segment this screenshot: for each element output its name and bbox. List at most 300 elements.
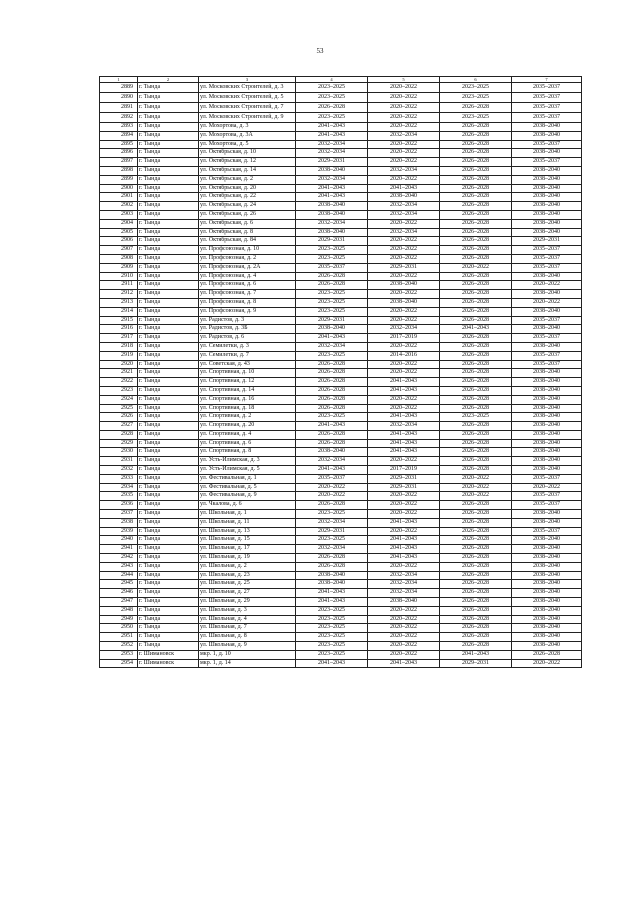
period-col-4-cell: 2026–2028	[296, 404, 368, 413]
period-col-7-cell: 2038–2040	[512, 510, 582, 519]
period-col-7-cell: 2035–2037	[512, 334, 582, 343]
period-col-5-cell: 2032–2034	[368, 131, 440, 140]
period-col-7-cell: 2038–2040	[512, 290, 582, 299]
period-col-7-cell: 2035–2037	[512, 492, 582, 501]
row-number-cell: 2922	[100, 378, 138, 387]
city-cell: г. Тында	[138, 298, 199, 307]
city-cell: г. Тында	[138, 202, 199, 211]
address-cell: ул. Школьная, д. 7	[199, 624, 296, 633]
period-col-7-cell: 2038–2040	[512, 545, 582, 554]
table-row	[100, 263, 582, 272]
table-row	[100, 545, 582, 554]
address-cell: ул. Школьная, д. 11	[199, 518, 296, 527]
row-number-cell: 2939	[100, 527, 138, 536]
row-number-cell: 2911	[100, 281, 138, 290]
table-row	[100, 113, 582, 123]
address-cell: ул. Семилетки, д. 3	[199, 342, 296, 351]
period-col-7-cell: 2035–2037	[512, 501, 582, 510]
row-number-cell: 2953	[100, 650, 138, 659]
period-col-4-cell: 2038–2040	[296, 448, 368, 457]
period-col-6-cell: 2026–2028	[440, 369, 512, 378]
row-number-cell: 2940	[100, 536, 138, 545]
period-col-5-cell: 2020–2022	[368, 624, 440, 633]
address-cell: ул. Мохортова, д. 3А	[199, 131, 296, 140]
city-cell: г. Тында	[138, 149, 199, 158]
row-number-cell: 2904	[100, 219, 138, 228]
period-col-4-cell: 2041–2043	[296, 589, 368, 598]
address-cell: ул. Школьная, д. 13	[199, 527, 296, 536]
period-col-6-cell: 2026–2028	[440, 589, 512, 598]
row-number-cell: 2892	[100, 113, 138, 123]
address-cell: ул. Фестивальная, д. 9	[199, 492, 296, 501]
period-col-5-cell: 2014–2016	[368, 351, 440, 360]
period-col-6-cell: 2026–2028	[440, 518, 512, 527]
row-number-cell: 2931	[100, 457, 138, 466]
period-col-5-cell: 2020–2022	[368, 457, 440, 466]
city-cell: г. Шимановск	[138, 650, 199, 659]
period-col-4-cell: 2029–2031	[296, 316, 368, 325]
table-row	[100, 386, 582, 395]
period-col-5-cell: 2038–2040	[368, 298, 440, 307]
row-number-cell: 2943	[100, 562, 138, 571]
address-cell: ул. Профсоюзная, д. 9	[199, 307, 296, 316]
table-row	[100, 536, 582, 545]
city-cell: г. Тында	[138, 633, 199, 642]
period-col-4-cell: 2026–2028	[296, 554, 368, 563]
table-row	[100, 527, 582, 536]
address-cell: ул. Школьная, д. 4	[199, 615, 296, 624]
address-cell: ул. Радистов, д. 3	[199, 316, 296, 325]
period-col-6-cell: 2026–2028	[440, 342, 512, 351]
period-col-5-cell: 2020–2022	[368, 272, 440, 281]
row-number-cell: 2950	[100, 624, 138, 633]
address-cell: ул. Чкалова, д. 6	[199, 501, 296, 510]
period-col-7-cell: 2038–2040	[512, 518, 582, 527]
period-col-6-cell: 2026–2028	[440, 430, 512, 439]
address-cell: ул. Спортивная, д. 2	[199, 413, 296, 422]
row-number-cell: 2898	[100, 166, 138, 175]
period-col-6-cell: 2026–2028	[440, 554, 512, 563]
city-cell: г. Тында	[138, 113, 199, 123]
period-col-5-cell: 2017–2019	[368, 334, 440, 343]
address-cell: ул. Октябрьская, д. 26	[199, 210, 296, 219]
period-col-6-cell: 2026–2028	[440, 123, 512, 132]
table-row	[100, 422, 582, 431]
period-col-5-cell: 2020–2022	[368, 93, 440, 103]
period-col-4-cell: 2026–2028	[296, 386, 368, 395]
address-cell: ул. Спортивная, д. 6	[199, 439, 296, 448]
period-col-4-cell: 2038–2040	[296, 325, 368, 334]
table-row	[100, 342, 582, 351]
address-cell: ул. Усть-Илимская, д. 3	[199, 457, 296, 466]
period-col-7-cell: 2038–2040	[512, 342, 582, 351]
period-col-4-cell: 2041–2043	[296, 131, 368, 140]
table-row	[100, 606, 582, 615]
column-header: 5	[368, 77, 440, 83]
period-col-4-cell: 2038–2040	[296, 580, 368, 589]
period-col-4-cell: 2026–2028	[296, 103, 368, 113]
column-header: 3	[199, 77, 296, 83]
row-number-cell: 2938	[100, 518, 138, 527]
period-col-7-cell: 2026–2028	[512, 650, 582, 659]
address-cell: ул. Фестивальная, д. 1	[199, 474, 296, 483]
period-col-7-cell: 2038–2040	[512, 131, 582, 140]
city-cell: г. Тында	[138, 263, 199, 272]
row-number-cell: 2942	[100, 554, 138, 563]
table-row	[100, 589, 582, 598]
table-row	[100, 175, 582, 184]
period-col-7-cell: 2035–2037	[512, 254, 582, 263]
row-number-cell: 2899	[100, 175, 138, 184]
period-col-7-cell: 2038–2040	[512, 571, 582, 580]
period-col-7-cell: 2035–2037	[512, 263, 582, 272]
period-col-7-cell: 2038–2040	[512, 554, 582, 563]
row-number-cell: 2905	[100, 228, 138, 237]
period-col-5-cell: 2041–2043	[368, 386, 440, 395]
period-col-5-cell: 2020–2022	[368, 510, 440, 519]
period-col-7-cell: 2035–2037	[512, 83, 582, 93]
address-cell: ул. Профсоюзная, д. 6	[199, 281, 296, 290]
period-col-5-cell: 2041–2043	[368, 545, 440, 554]
period-col-4-cell: 2020–2022	[296, 483, 368, 492]
address-cell: ул. Школьная, д. 1	[199, 510, 296, 519]
table-row	[100, 642, 582, 651]
row-number-cell: 2926	[100, 413, 138, 422]
period-col-6-cell: 2026–2028	[440, 202, 512, 211]
period-col-5-cell: 2032–2034	[368, 202, 440, 211]
address-cell: ул. Радистов, д. 3Б	[199, 325, 296, 334]
city-cell: г. Тында	[138, 316, 199, 325]
period-col-4-cell: 2032–2034	[296, 140, 368, 149]
period-col-4-cell: 2026–2028	[296, 281, 368, 290]
table-row	[100, 254, 582, 263]
address-cell: мкр. 1, д. 14	[199, 659, 296, 668]
period-col-6-cell: 2026–2028	[440, 642, 512, 651]
period-col-6-cell: 2026–2028	[440, 439, 512, 448]
period-col-5-cell: 2020–2022	[368, 316, 440, 325]
table-row	[100, 650, 582, 659]
period-col-5-cell: 2032–2034	[368, 580, 440, 589]
city-cell: г. Тында	[138, 615, 199, 624]
period-col-6-cell: 2026–2028	[440, 316, 512, 325]
row-number-cell: 2918	[100, 342, 138, 351]
period-col-7-cell: 2038–2040	[512, 633, 582, 642]
period-col-7-cell: 2038–2040	[512, 149, 582, 158]
period-col-6-cell: 2026–2028	[440, 571, 512, 580]
table-row	[100, 404, 582, 413]
period-col-5-cell: 2041–2043	[368, 554, 440, 563]
city-cell: г. Тында	[138, 404, 199, 413]
city-cell: г. Тында	[138, 254, 199, 263]
period-col-4-cell: 2026–2028	[296, 430, 368, 439]
table-row	[100, 395, 582, 404]
city-cell: г. Тында	[138, 369, 199, 378]
period-col-6-cell: 2026–2028	[440, 633, 512, 642]
address-cell: мкр. 1, д. 10	[199, 650, 296, 659]
period-col-5-cell: 2020–2022	[368, 83, 440, 93]
city-cell: г. Тында	[138, 184, 199, 193]
period-col-7-cell: 2020–2022	[512, 483, 582, 492]
period-col-4-cell: 2026–2028	[296, 439, 368, 448]
table-row	[100, 369, 582, 378]
period-col-6-cell: 2026–2028	[440, 395, 512, 404]
period-col-7-cell: 2035–2037	[512, 103, 582, 113]
column-header: 6	[440, 77, 512, 83]
period-col-5-cell: 2032–2034	[368, 325, 440, 334]
row-number-cell: 2907	[100, 246, 138, 255]
period-col-7-cell: 2038–2040	[512, 606, 582, 615]
period-col-5-cell: 2032–2034	[368, 571, 440, 580]
address-cell: ул. Мохортова, д. 3	[199, 123, 296, 132]
period-col-6-cell: 2026–2028	[440, 545, 512, 554]
period-col-6-cell: 2026–2028	[440, 457, 512, 466]
table-row	[100, 474, 582, 483]
address-cell: ул. Октябрьская, д. 10	[199, 149, 296, 158]
table-row	[100, 413, 582, 422]
period-col-4-cell: 2023–2025	[296, 413, 368, 422]
address-cell: ул. Спортивная, д. 16	[199, 395, 296, 404]
period-col-5-cell: 2038–2040	[368, 598, 440, 607]
period-col-6-cell: 2023–2025	[440, 83, 512, 93]
period-col-7-cell: 2035–2037	[512, 527, 582, 536]
period-col-7-cell: 2038–2040	[512, 386, 582, 395]
column-header: 2	[138, 77, 199, 83]
period-col-6-cell: 2026–2028	[440, 448, 512, 457]
table-row	[100, 246, 582, 255]
city-cell: г. Тында	[138, 413, 199, 422]
period-col-6-cell: 2026–2028	[440, 219, 512, 228]
row-number-cell: 2916	[100, 325, 138, 334]
period-col-6-cell: 2026–2028	[440, 598, 512, 607]
period-col-6-cell: 2026–2028	[440, 615, 512, 624]
period-col-5-cell: 2020–2022	[368, 650, 440, 659]
table-row	[100, 193, 582, 202]
period-col-4-cell: 2032–2034	[296, 457, 368, 466]
address-cell: ул. Школьная, д. 9	[199, 642, 296, 651]
table-row	[100, 360, 582, 369]
period-col-7-cell: 2038–2040	[512, 395, 582, 404]
period-col-6-cell: 2026–2028	[440, 298, 512, 307]
period-col-6-cell: 2026–2028	[440, 307, 512, 316]
address-cell: ул. Фестивальная, д. 5	[199, 483, 296, 492]
period-col-5-cell: 2020–2022	[368, 246, 440, 255]
table-row	[100, 633, 582, 642]
row-number-cell: 2933	[100, 474, 138, 483]
period-col-7-cell: 2038–2040	[512, 193, 582, 202]
period-col-6-cell: 2026–2028	[440, 140, 512, 149]
period-col-4-cell: 2023–2025	[296, 606, 368, 615]
period-col-5-cell: 2032–2034	[368, 210, 440, 219]
period-col-7-cell: 2038–2040	[512, 448, 582, 457]
period-col-4-cell: 2035–2037	[296, 474, 368, 483]
address-cell: ул. Профсоюзная, д. 4	[199, 272, 296, 281]
city-cell: г. Тында	[138, 83, 199, 93]
row-number-cell: 2937	[100, 510, 138, 519]
row-number-cell: 2908	[100, 254, 138, 263]
period-col-6-cell: 2026–2028	[440, 351, 512, 360]
address-cell: ул. Школьная, д. 27	[199, 589, 296, 598]
period-col-6-cell: 2026–2028	[440, 466, 512, 475]
period-col-4-cell: 2023–2025	[296, 351, 368, 360]
table-row	[100, 210, 582, 219]
table-row	[100, 184, 582, 193]
period-col-5-cell: 2020–2022	[368, 642, 440, 651]
city-cell: г. Тында	[138, 246, 199, 255]
period-col-7-cell: 2035–2037	[512, 140, 582, 149]
city-cell: г. Тында	[138, 307, 199, 316]
period-col-5-cell: 2020–2022	[368, 562, 440, 571]
period-col-5-cell: 2020–2022	[368, 149, 440, 158]
row-number-cell: 2906	[100, 237, 138, 246]
period-col-6-cell: 2026–2028	[440, 193, 512, 202]
city-cell: г. Тында	[138, 642, 199, 651]
row-number-cell: 2890	[100, 93, 138, 103]
period-col-6-cell: 2026–2028	[440, 501, 512, 510]
period-col-6-cell: 2026–2028	[440, 228, 512, 237]
period-col-7-cell: 2035–2037	[512, 351, 582, 360]
period-col-6-cell: 2026–2028	[440, 184, 512, 193]
period-col-6-cell: 2020–2022	[440, 263, 512, 272]
period-col-5-cell: 2020–2022	[368, 342, 440, 351]
address-cell: ул. Спортивная, д. 18	[199, 404, 296, 413]
address-cell: ул. Школьная, д. 23	[199, 571, 296, 580]
period-col-7-cell: 2038–2040	[512, 598, 582, 607]
period-col-7-cell: 2038–2040	[512, 413, 582, 422]
city-cell: г. Тында	[138, 580, 199, 589]
period-col-5-cell: 2041–2043	[368, 536, 440, 545]
period-col-4-cell: 2023–2025	[296, 307, 368, 316]
period-col-4-cell: 2023–2025	[296, 246, 368, 255]
period-col-5-cell: 2038–2040	[368, 193, 440, 202]
period-col-5-cell: 2020–2022	[368, 123, 440, 132]
period-col-5-cell: 2041–2043	[368, 378, 440, 387]
page-number: 53	[316, 47, 324, 55]
address-cell: ул. Советская, д. 43	[199, 360, 296, 369]
row-number-cell: 2945	[100, 580, 138, 589]
row-number-cell: 2934	[100, 483, 138, 492]
period-col-6-cell: 2026–2028	[440, 149, 512, 158]
city-cell: г. Тында	[138, 562, 199, 571]
period-col-7-cell: 2038–2040	[512, 166, 582, 175]
period-col-7-cell: 2038–2040	[512, 642, 582, 651]
period-col-4-cell: 2026–2028	[296, 501, 368, 510]
table-row	[100, 316, 582, 325]
period-col-7-cell: 2038–2040	[512, 228, 582, 237]
period-col-7-cell: 2038–2040	[512, 615, 582, 624]
period-col-5-cell: 2020–2022	[368, 307, 440, 316]
address-cell: ул. Октябрьская, д. 24	[199, 202, 296, 211]
period-col-5-cell: 2020–2022	[368, 103, 440, 113]
period-col-5-cell: 2041–2043	[368, 448, 440, 457]
period-col-6-cell: 2026–2028	[440, 580, 512, 589]
address-cell: ул. Октябрьская, д. 14	[199, 166, 296, 175]
city-cell: г. Тында	[138, 466, 199, 475]
period-col-6-cell: 2041–2043	[440, 650, 512, 659]
city-cell: г. Тында	[138, 237, 199, 246]
table-row	[100, 483, 582, 492]
period-col-6-cell: 2026–2028	[440, 158, 512, 167]
city-cell: г. Тында	[138, 378, 199, 387]
table-row	[100, 307, 582, 316]
address-cell: ул. Спортивная, д. 20	[199, 422, 296, 431]
period-col-7-cell: 2038–2040	[512, 272, 582, 281]
period-col-4-cell: 2023–2025	[296, 615, 368, 624]
row-number-cell: 2946	[100, 589, 138, 598]
period-col-6-cell: 2026–2028	[440, 510, 512, 519]
period-col-4-cell: 2038–2040	[296, 210, 368, 219]
address-cell: ул. Московских Строителей, д. 7	[199, 103, 296, 113]
city-cell: г. Тында	[138, 386, 199, 395]
city-cell: г. Тында	[138, 606, 199, 615]
period-col-4-cell: 2041–2043	[296, 184, 368, 193]
city-cell: г. Тында	[138, 395, 199, 404]
period-col-4-cell: 2026–2028	[296, 378, 368, 387]
period-col-4-cell: 2029–2031	[296, 237, 368, 246]
period-col-7-cell: 2035–2037	[512, 474, 582, 483]
period-col-4-cell: 2026–2028	[296, 562, 368, 571]
address-cell: ул. Семилетки, д. 7	[199, 351, 296, 360]
address-cell: ул. Профсоюзная, д. 8	[199, 298, 296, 307]
period-col-6-cell: 2026–2028	[440, 175, 512, 184]
table-row	[100, 272, 582, 281]
table-row	[100, 228, 582, 237]
city-cell: г. Тында	[138, 554, 199, 563]
row-number-cell: 2927	[100, 422, 138, 431]
period-col-7-cell: 2038–2040	[512, 325, 582, 334]
row-number-cell: 2897	[100, 158, 138, 167]
table-row	[100, 123, 582, 132]
address-cell: ул. Московских Строителей, д. 9	[199, 113, 296, 123]
period-col-7-cell: 2038–2040	[512, 562, 582, 571]
city-cell: г. Тында	[138, 430, 199, 439]
period-col-4-cell: 2032–2034	[296, 219, 368, 228]
period-col-7-cell: 2035–2037	[512, 246, 582, 255]
period-col-6-cell: 2026–2028	[440, 536, 512, 545]
period-col-6-cell: 2026–2028	[440, 334, 512, 343]
row-number-cell: 2941	[100, 545, 138, 554]
address-cell: ул. Профсоюзная, д. 7	[199, 290, 296, 299]
period-col-5-cell: 2020–2022	[368, 404, 440, 413]
period-col-5-cell: 2038–2040	[368, 281, 440, 290]
row-number-cell: 2921	[100, 369, 138, 378]
city-cell: г. Тында	[138, 210, 199, 219]
period-col-4-cell: 2038–2040	[296, 228, 368, 237]
period-col-6-cell: 2026–2028	[440, 360, 512, 369]
period-col-4-cell: 2029–2031	[296, 158, 368, 167]
address-cell: ул. Московских Строителей, д. 5	[199, 93, 296, 103]
city-cell: г. Тында	[138, 158, 199, 167]
period-col-5-cell: 2020–2022	[368, 615, 440, 624]
period-col-7-cell: 2020–2022	[512, 298, 582, 307]
period-col-4-cell: 2041–2043	[296, 334, 368, 343]
row-number-cell: 2913	[100, 298, 138, 307]
period-col-4-cell: 2038–2040	[296, 166, 368, 175]
city-cell: г. Тында	[138, 545, 199, 554]
address-cell: ул. Школьная, д. 17	[199, 545, 296, 554]
period-col-4-cell: 2032–2034	[296, 545, 368, 554]
period-col-7-cell: 2038–2040	[512, 184, 582, 193]
address-cell: ул. Спортивная, д. 14	[199, 386, 296, 395]
address-cell: ул. Школьная, д. 3	[199, 606, 296, 615]
row-number-cell: 2925	[100, 404, 138, 413]
city-cell: г. Тында	[138, 457, 199, 466]
city-cell: г. Тында	[138, 422, 199, 431]
table-row	[100, 571, 582, 580]
address-cell: ул. Школьная, д. 8	[199, 633, 296, 642]
period-col-5-cell: 2029–2031	[368, 263, 440, 272]
address-cell: ул. Профсоюзная, д. 10	[199, 246, 296, 255]
period-col-4-cell: 2032–2034	[296, 175, 368, 184]
